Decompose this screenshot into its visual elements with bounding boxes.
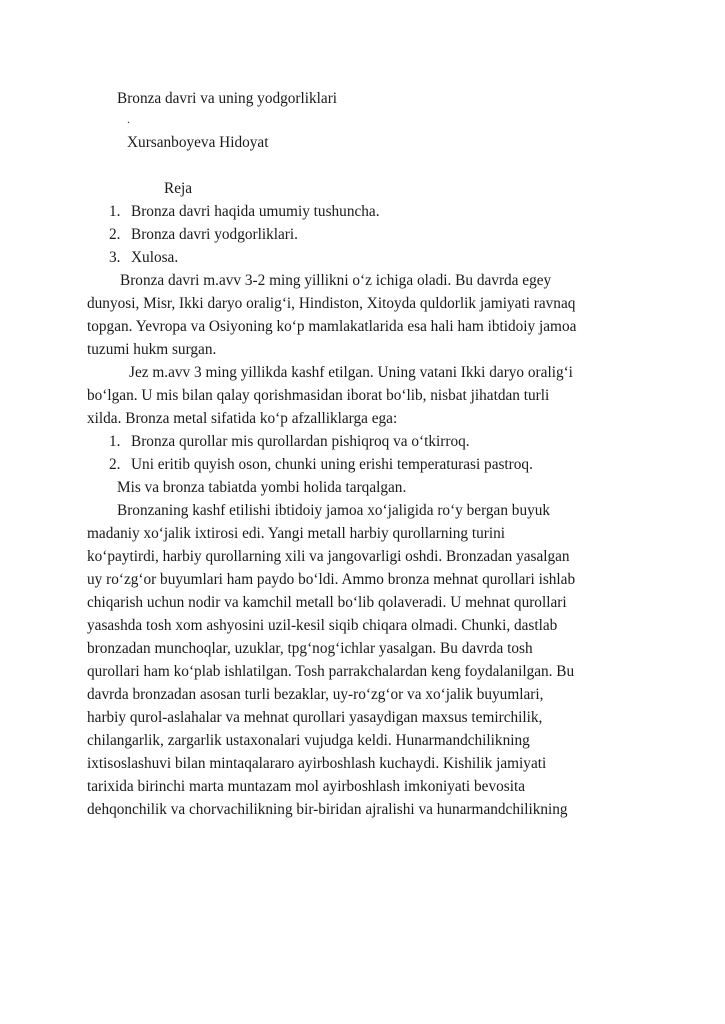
paragraph-line: ko‘paytirdi, harbiy qurollarning xili va jangovarligi oshdi. Bronzadan yasalgan <box>87 548 570 565</box>
advantage-text: Bronza qurollar mis qurollardan pishiqroq va o‘tkirroq. <box>131 433 470 450</box>
document-title: Bronza davri va uning yodgorliklari <box>117 90 338 107</box>
plan-item <box>109 225 298 245</box>
paragraph-line: harbiy qurol-aslahalar va mehnat qurollari yasaydigan maxsus temirchilik, <box>87 709 543 726</box>
paragraph-line: uy ro‘zg‘or buyumlari ham paydo bo‘ldi. Ammo bronza mehnat qurollari ishlab <box>87 571 576 588</box>
paragraph-line: tuzumi hukm surgan. <box>87 341 217 358</box>
plan-item-text: Xulosa. <box>131 249 179 266</box>
plan-item-number: 3. <box>109 249 121 266</box>
paragraph-line: davrda bronzadan asosan turli bezaklar, uy-ro‘zg‘or va xo‘jalik buyumlari, <box>87 686 544 703</box>
paragraph-line: topgan. Yevropa va Osiyoning ko‘p mamlakatlarida esa hali ham ibtidoiy jamoa <box>87 318 577 335</box>
paragraph-line: madaniy xo‘jalik ixtirosi edi. Yangi metall harbiy qurollarning turini <box>87 525 506 542</box>
paragraph-line: dunyosi, Misr, Ikki daryo oralig‘i, Hindiston, Xitoyda quldorlik jamiyati ravnaq <box>87 295 576 312</box>
plan-item <box>109 202 380 222</box>
advantage-text: Uni eritib quyish oson, chunki uning erishi temperaturasi pastroq. <box>131 456 533 473</box>
title-dot: . <box>127 112 130 126</box>
advantage-number: 2. <box>109 456 121 473</box>
plan-item-text: Bronza davri yodgorliklari. <box>131 226 298 243</box>
paragraph-line: chilangarlik, zargarlik ustaxonalari vujudga keldi. Hunarmandchilikning <box>87 732 530 749</box>
plan-item-number: 1. <box>109 203 121 220</box>
paragraph-line: Mis va bronza tabiatda yombi holida tarqalgan. <box>117 479 407 496</box>
paragraph-line: bo‘lgan. U mis bilan qalay qorishmasidan iborat bo‘lib, nisbat jihatdan turli <box>87 387 550 404</box>
paragraph-line: qurollari ham ko‘plab ishlatilgan. Tosh parrakchalardan keng foydalanilgan. Bu <box>87 663 575 680</box>
advantage-item <box>109 455 533 475</box>
paragraph-line: yasashda tosh xom ashyosini uzil-kesil siqib chiqara olmadi. Chunki, dastlab <box>87 617 558 634</box>
plan-item <box>109 248 178 268</box>
advantage-number: 1. <box>109 433 121 450</box>
plan-item-number: 2. <box>109 226 121 243</box>
paragraph-line: bronzadan munchoqlar, uzuklar, tpg‘nog‘ichlar yasalgan. Bu davrda tosh <box>87 640 533 657</box>
paragraph-line: ixtisoslashuvi bilan mintaqalararo ayirboshlash kuchaydi. Kishilik jamiyati <box>87 755 547 772</box>
plan-heading: Reja <box>164 180 193 197</box>
author-name: Xursanboyeva Hidoyat <box>127 134 269 151</box>
paragraph-line: Bronza davri m.avv 3-2 ming yillikni o‘z ichiga oladi. Bu davrda egey <box>120 272 552 289</box>
paragraph-line: chiqarish uchun nodir va kamchil metall bo‘lib qolaveradi. U mehnat qurollari <box>87 594 567 611</box>
paragraph-line: Bronzaning kashf etilishi ibtidoiy jamoa xo‘jaligida ro‘y bergan buyuk <box>117 502 551 519</box>
paragraph-line: tarixida birinchi marta muntazam mol ayirboshlash imkoniyati bevosita <box>87 778 525 795</box>
plan-item-text: Bronza davri haqida umumiy tushuncha. <box>131 203 380 220</box>
paragraph-line: dehqonchilik va chorvachilikning bir-biridan ajralishi va hunarmandchilikning <box>87 801 568 818</box>
paragraph-line: xilda. Bronza metal sifatida ko‘p afzalliklarga ega: <box>87 410 398 427</box>
advantage-item <box>109 432 470 452</box>
paragraph-line: Jez m.avv 3 ming yillikda kashf etilgan. Uning vatani Ikki daryo oralig‘i <box>129 364 573 381</box>
